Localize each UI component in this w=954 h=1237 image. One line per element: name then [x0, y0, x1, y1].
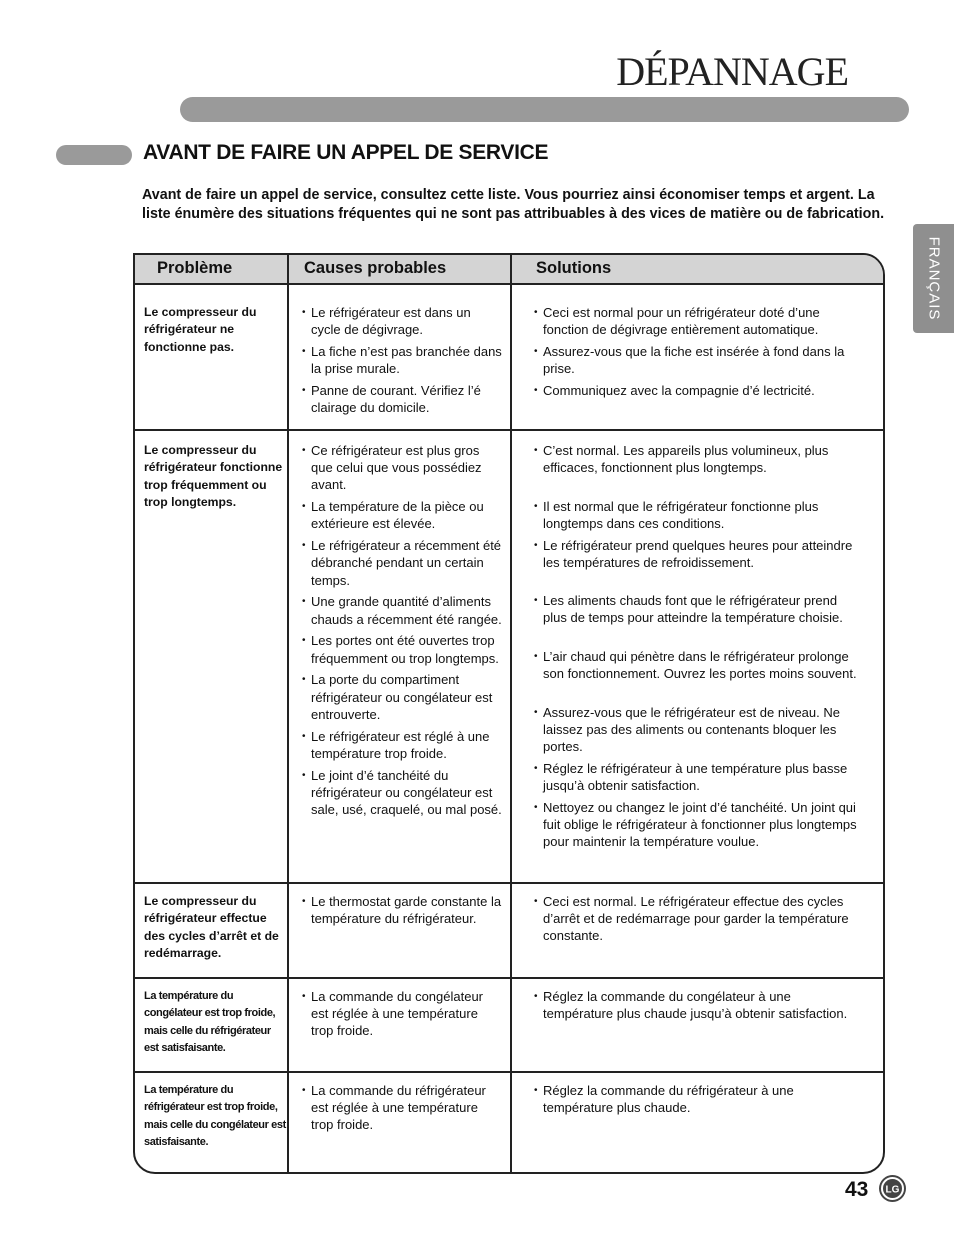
list-item: • Le réfrigérateur prend quelques heures pour atteindre les températures de refroidissement. [534, 537, 864, 571]
list-item: • La porte du compartiment réfrigérateur ou congélateur est entrouverte. [302, 671, 503, 723]
solutions-list [534, 893, 864, 949]
causes-list [302, 304, 503, 421]
list-item: • La commande du congélateur est réglée à une température trop froide. [302, 988, 503, 1040]
list-item: • Le réfrigérateur est réglé à une température trop froide. [302, 728, 503, 762]
list-item: • Le réfrigérateur est dans un cycle de dégivrage. [302, 304, 503, 338]
list-item: • La fiche n’est pas branchée dans la prise murale. [302, 343, 503, 377]
header-causes: Causes probables [304, 259, 447, 277]
column-divider [287, 255, 289, 1172]
list-item: • La commande du réfrigérateur est réglée à une température trop froide. [302, 1082, 503, 1134]
list-item: • Panne de courant. Vérifiez l’é clairage du domicile. [302, 382, 503, 416]
list-item: • Le joint d’é tanchéité du réfrigérateur ou congélateur est sale, usé, craquelé, ou mal posé. [302, 767, 503, 819]
list-item: • Ce réfrigérateur est plus gros que celui que vous possédiez avant. [302, 442, 503, 494]
list-item: • Nettoyez ou changez le joint d’é tanchéité. Un joint qui fuit oblige le réfrigérateur à fonctionner plus longtemps pour maintenir la température voulue. [534, 799, 864, 851]
page-number: 43 [845, 1178, 869, 1201]
list-item: • Communiquez avec la compagnie d’é lectricité. [534, 382, 864, 399]
problem-cell: Le compresseur du réfrigérateur fonctionne trop fréquemment ou trop longtemps. [144, 443, 283, 510]
list-item: • Réglez la commande du réfrigérateur à une température plus chaude. [534, 1082, 864, 1116]
section-title: AVANT DE FAIRE UN APPEL DE SERVICE [143, 141, 549, 164]
list-item: • Assurez-vous que le réfrigérateur est de niveau. Ne laissez pas des aliments ou contenants bloquer les portes. [534, 704, 864, 756]
list-item: • Le thermostat garde constante la température du réfrigérateur. [302, 893, 503, 927]
list-item: • Assurez-vous que la fiche est insérée à fond dans la prise. [534, 343, 864, 377]
list-item: • Le réfrigérateur a récemment été débranché pendant un certain temps. [302, 537, 503, 589]
causes-list [302, 1082, 503, 1138]
header-solutions: Solutions [536, 259, 612, 277]
problem-cell: Le compresseur du réfrigérateur effectue des cycles d’arrêt et de redémarrage. [144, 894, 279, 961]
troubleshooting-table [133, 253, 885, 1174]
section-pill [56, 145, 132, 165]
solutions-list [534, 988, 864, 1027]
row-divider [135, 882, 883, 884]
language-tab [913, 224, 954, 333]
page-title: DÉPANNAGE [616, 49, 848, 94]
list-item: • Réglez la commande du congélateur à une température plus chaude jusqu’à obtenir satisfaction. [534, 988, 864, 1022]
list-item: • Les aliments chauds font que le réfrigérateur prend plus de temps pour atteindre la température choisie. [534, 592, 864, 626]
list-item: • Ceci est normal pour un réfrigérateur doté d’une fonction de dégivrage entièrement automatique. [534, 304, 864, 338]
problem-cell: La température du congélateur est trop froide, mais celle du réfrigérateur est satisfaisante. [144, 990, 276, 1055]
list-item: • Il est normal que le réfrigérateur fonctionne plus longtemps dans ces conditions. [534, 498, 864, 532]
list-item: • Réglez le réfrigérateur à une température plus basse jusqu’à obtenir satisfaction. [534, 760, 864, 794]
header-bar [180, 97, 909, 122]
solutions-list [534, 1082, 864, 1121]
header-problem: Problème [157, 259, 233, 277]
causes-list [302, 442, 503, 823]
list-item: • Ceci est normal. Le réfrigérateur effectue des cycles d’arrêt et de redémarrage pour garder la température constante. [534, 893, 864, 945]
table-header [135, 255, 883, 285]
svg-text:LG: LG [885, 1184, 900, 1196]
problem-cell: Le compresseur du réfrigérateur ne fonctionne pas. [144, 305, 257, 354]
problem-cell: La température du réfrigérateur est trop froide, mais celle du congélateur est satisfaisante. [144, 1084, 286, 1149]
row-divider [135, 977, 883, 979]
row-divider [135, 429, 883, 431]
language-label: FRANÇAIS [925, 236, 942, 321]
column-divider [510, 255, 512, 1172]
intro-paragraph: Avant de faire un appel de service, consultez cette liste. Vous pourriez ainsi économiser temps et argent. La liste énumère des situations fréquentes qui ne sont pas attribuables à des vices de matière ou de fabrication. [142, 187, 885, 222]
list-item: • C’est normal. Les appareils plus volumineux, plus efficaces, fonctionnent plus longtemps. [534, 442, 864, 476]
list-item: • La température de la pièce ou extérieure est élevée. [302, 498, 503, 532]
list-item: • L’air chaud qui pénètre dans le réfrigérateur prolonge son fonctionnement. Ouvrez les portes moins souvent. [534, 648, 864, 682]
solutions-list [534, 304, 864, 404]
lg-logo-icon [878, 1174, 907, 1203]
causes-list [302, 988, 503, 1044]
causes-list [302, 893, 503, 932]
row-divider [135, 1071, 883, 1073]
list-item: • Une grande quantité d’aliments chauds a récemment été rangée. [302, 593, 503, 627]
list-item: • Les portes ont été ouvertes trop fréquemment ou trop longtemps. [302, 632, 503, 666]
